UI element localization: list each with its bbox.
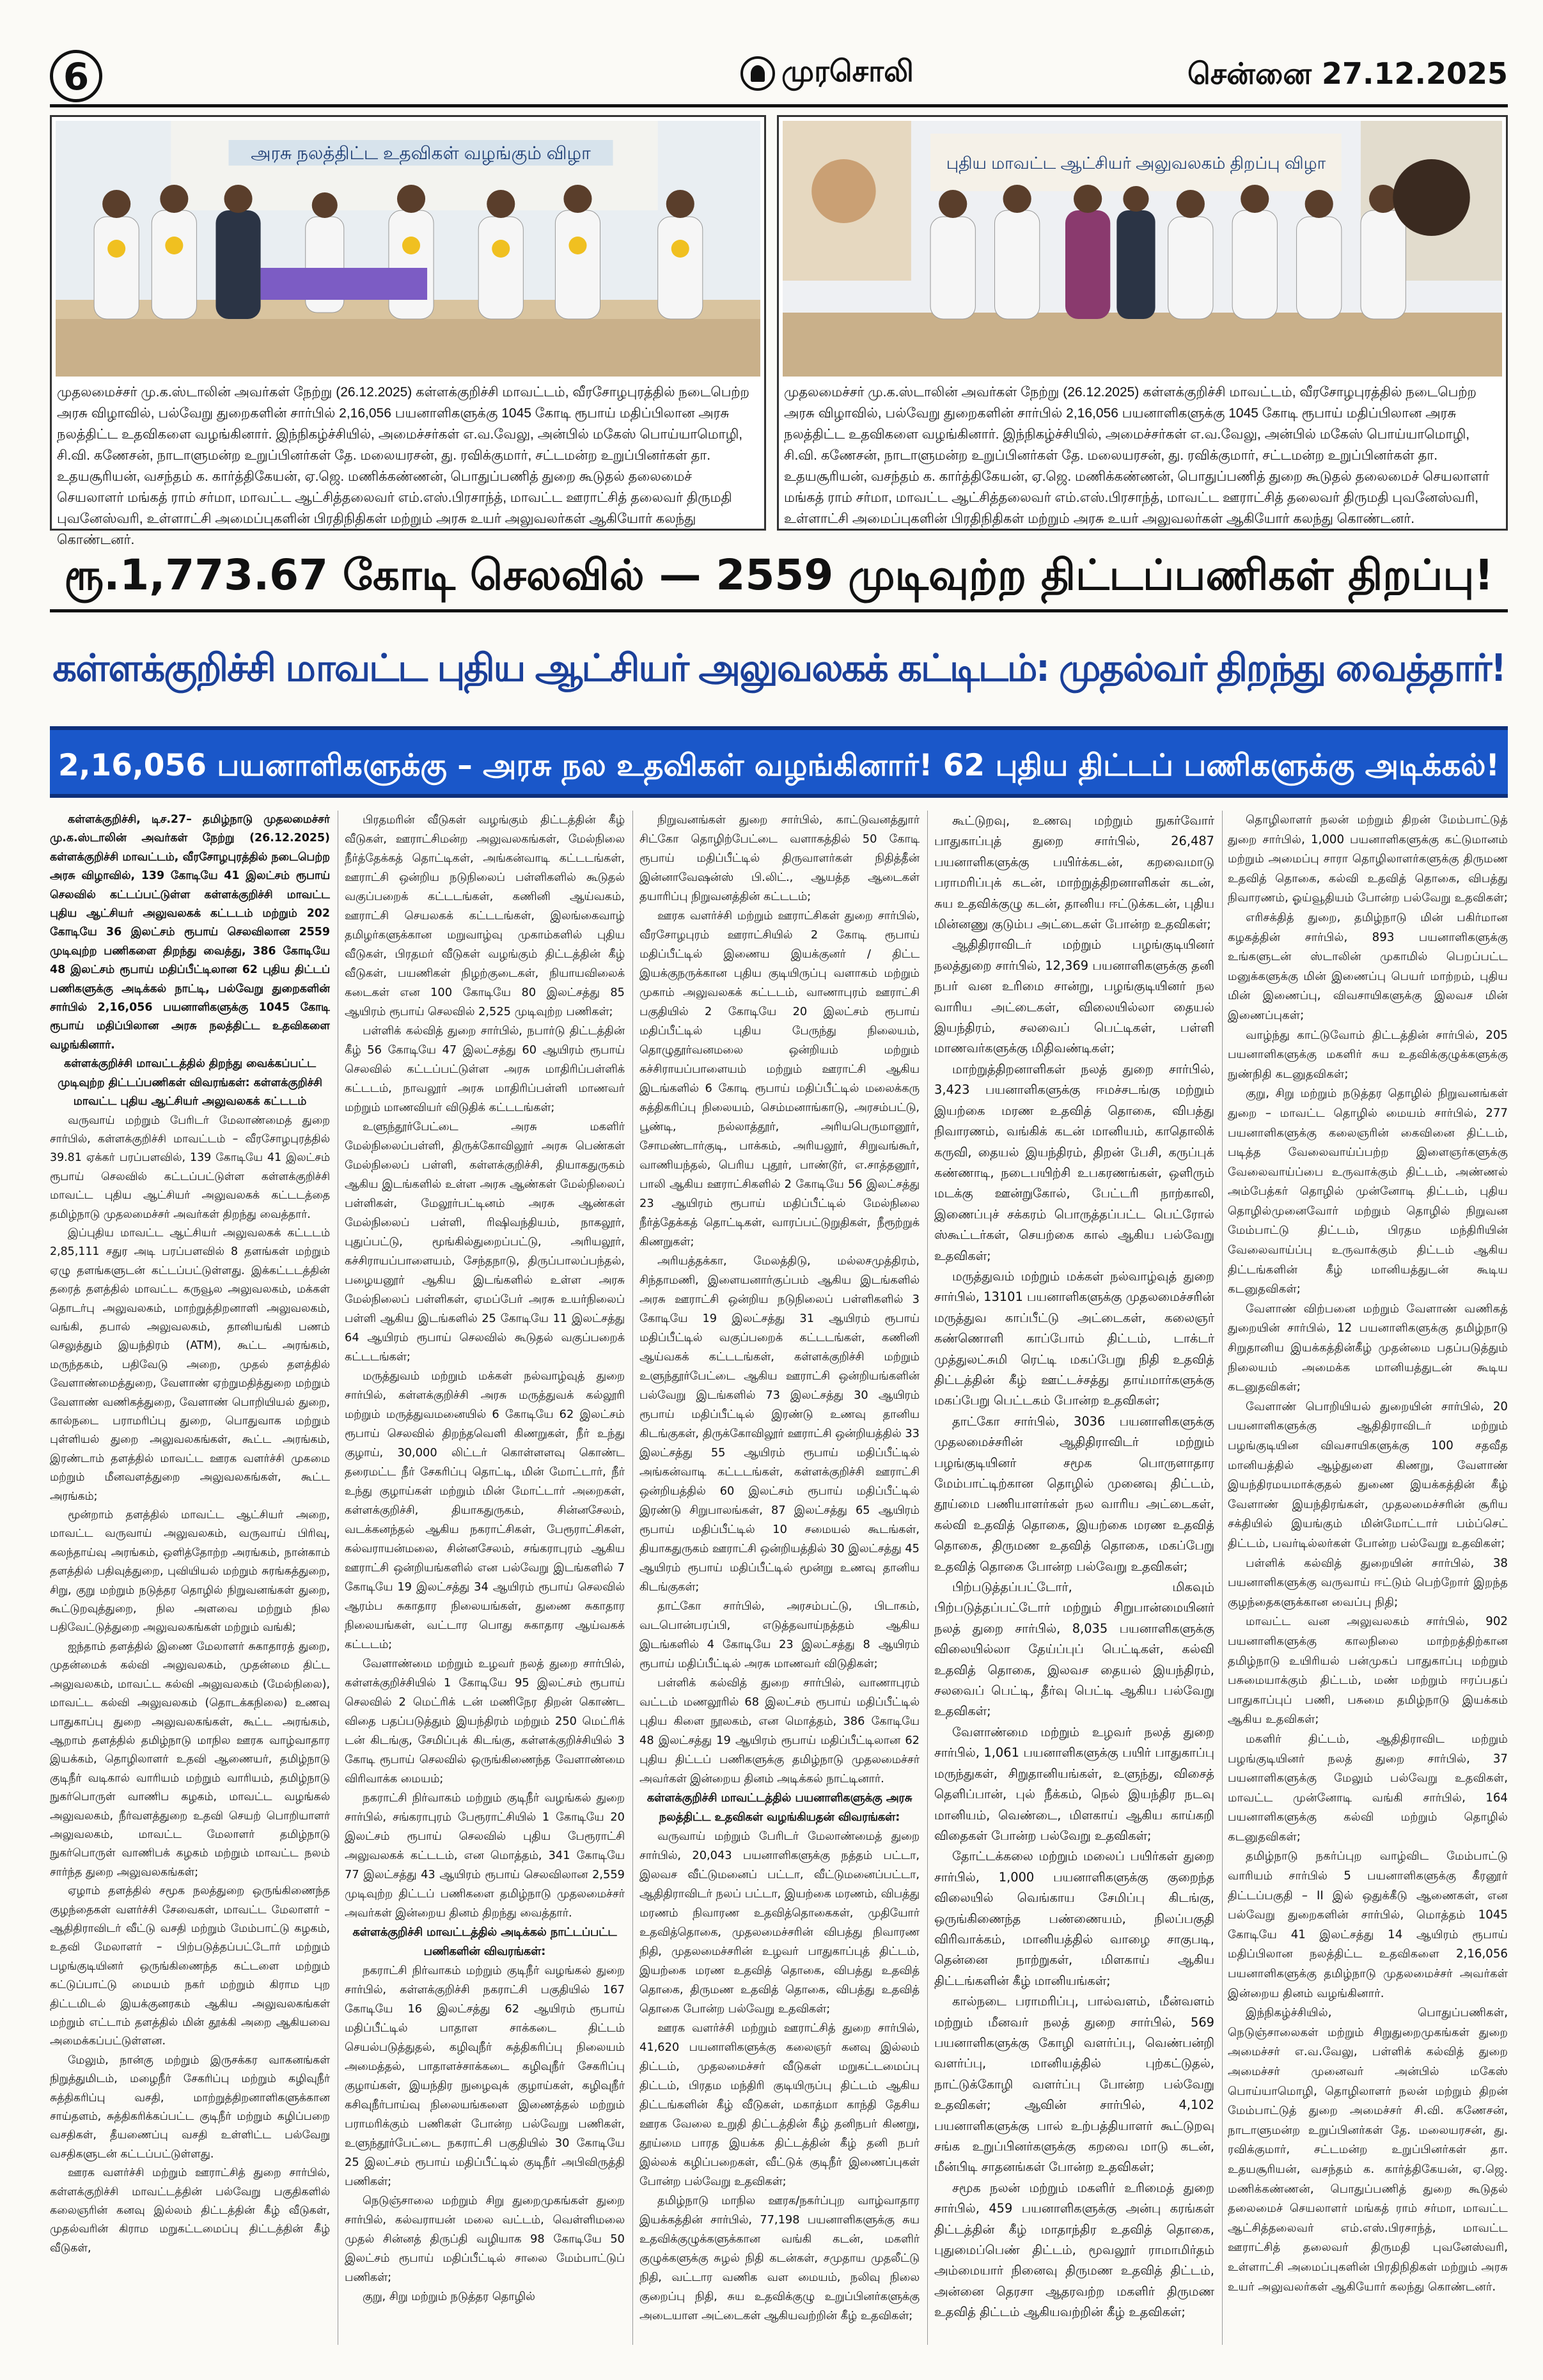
article-paragraph: பிற்படுத்தப்பட்டோர், மிகவும் பிற்படுத்தப்பட்டோர் மற்றும் சிறுபான்மையினர் நலத் துறை சார்பில், 8,035 பயனாளிகளுக்கு விலையில்லா தேய்ப்புப் பெட்டிகள், கல்வி உதவித் தொகை, இலவச தையல் இயந்திரம், சலவைப் பெட்டி, தீர்வு பெட்டி ஆகிய பல்வேறு உதவிகள்; [934, 1580, 1214, 1719]
article-paragraph: ஊரக வளர்ச்சி மற்றும் ஊராட்சித் துறை சார்பில், 41,620 பயனாளிகளுக்கு கலைஞர் கனவு இல்லம் திட்டம், முதலமைச்சர் வீடுகள் மறுகட்டமைப்பு திட்டம், பிரதம மந்திரி குடியிருப்பு திட்டம் ஆகிய திட்டங்களின் கீழ் வீடுகள், மகாத்மா காந்தி தேசிய ஊரக வேலை உறுதி திட்டத்தின் கீழ் தனிநபர் கிணறு, தூய்மை பாரத இயக்க திட்டத்தின் கீழ் தனி நபர் இல்லக் கழிப்பறைகள், வீட்டுக் குடிநீர் இணைப்புகள் போன்ற பல்வேறு உதவிகள்; [639, 2021, 920, 2188]
article-paragraph: நகராட்சி நிர்வாகம் மற்றும் குடிநீர் வழங்கல் துறை சார்பில், கள்ளக்குறிச்சி நகராட்சி பகுதியில் 167 கோடியே 16 இலட்சத்து 62 ஆயிரம் ரூபாய் மதிப்பீட்டில் பாதாள சாக்கடை திட்டம் செயல்படுத்துதல், கழிவுநீர் சுத்திகரிப்பு நிலையம் அமைத்தல், பாதாளச்சாக்கடை கழிவுநீர் சேகரிப்பு குழாய்கள், இயந்திர நுழைவுக் குழாய்கள், கழிவுநீர் கசிவுநீர்பாய்வு நிலையங்களை இணைத்தல் மற்றும் பராமரிக்கும் பணிகள் போன்ற பல்வேறு பணிகள், உளுந்தூர்பேட்டை நகராட்சி பகுதியில் 30 கோடியே 25 இலட்சம் ரூபாய் மதிப்பீட்டில் குடிநீர் அபிவிருத்தி பணிகள்; [345, 1964, 625, 2188]
article-paragraph: தாட்கோ சார்பில், அரசம்பட்டு, பிடாகம், வடபொன்பரப்பி, எடுத்தவாய்நத்தம் ஆகிய இடங்களில் 4 கோடியே 23 இலட்சத்து 8 ஆயிரம் ரூபாய் மதிப்பீட்டில் அரசு மாணவர் விடுதிகள்; [639, 1599, 920, 1670]
article-paragraph: நெடுஞ்சாலை மற்றும் சிறு துறைமுகங்கள் துறை சார்பில், கல்வராயன் மலை வட்டம், வெள்ளிமலை முதல் சின்னத் திருப்தி வழியாக 98 கோடியே 50 இலட்சம் ரூபாய் மதிப்பீட்டில் சாலை மேம்பாட்டுப் பணிகள்; [345, 2194, 625, 2284]
article-paragraph: நகராட்சி நிர்வாகம் மற்றும் குடிநீர் வழங்கல் துறை சார்பில், சங்கராபுரம் பேரூராட்சியில் 1 கோடியே 20 இலட்சம் ரூபாய் செலவில் புதிய பேரூராட்சி அலுவலகக் கட்டடம், என மொத்தம், 341 கோடியே 77 இலட்சத்து 43 ஆயிரம் ரூபாய் செலவிலான 2,559 முடிவுற்ற திட்டப் பணிகளை தமிழ்நாடு முதலமைச்சர் அவர்கள் இன்றைய தினம் திறந்து வைத்தார். [345, 1791, 625, 1920]
article-paragraph: கூட்டுறவு, உணவு மற்றும் நுகர்வோர் பாதுகாப்புத் துறை சார்பில், 26,487 பயனாளிகளுக்கு பயிர்க்கடன், கறவைமாடு பராமரிப்புக் கடன், மாற்றுத்திறனாளிகள் கடன், சுய உதவிக்குழு கடன், தானிய ஈட்டுக்கடன், புதிய மின்னணு குடும்ப அட்டைகள் போன்ற உதவிகள்; [934, 813, 1214, 932]
article-paragraph: அரியத்தக்கா, மேலத்திடு, மல்லசமுத்திரம், சிந்தாமணி, இளையனார்குப்பம் ஆகிய இடங்களில் அரசு ஊராட்சி ஒன்றிய நடுநிலைப் பள்ளிகளில் 3 கோடியே 19 இலட்சத்து 31 ஆயிரம் ரூபாய் மதிப்பீட்டில் வகுப்பறைக் கட்டடங்கள், கணினி ஆய்வகக் கட்டடங்கள், கள்ளக்குறிச்சி மற்றும் உளுந்தூர்பேட்டை ஆகிய ஊராட்சி ஒன்றியங்களின் பல்வேறு இடங்களில் 73 இலட்சத்து 30 ஆயிரம் ரூபாய் மதிப்பீட்டில் இரண்டு உணவு தானிய கிடங்குகள், திருக்கோவிலூர் ஊராட்சி ஒன்றியத்தில் 33 இலட்சத்து 55 ஆயிரம் ரூபாய் மதிப்பீட்டில் அங்கன்வாடி கட்டடங்கள், கள்ளக்குறிச்சி ஊராட்சி ஒன்றியத்தில் 60 இலட்சம் ரூபாய் மதிப்பீட்டில் இரண்டு சிறுபாலங்கள், 87 இலட்சத்து 65 ஆயிரம் ரூபாய் மதிப்பீட்டில் 10 சமையல் கூடங்கள், தியாகதுருகம் ஊராட்சி ஒன்றியத்தில் 30 இலட்சத்து 45 ஆயிரம் ரூபாய் மதிப்பீட்டில் மூன்று உணவு தானிய கிடங்குகள்; [639, 1254, 920, 1594]
article-paragraph: கால்நடை பராமரிப்பு, பால்வளம், மீன்வளம் மற்றும் மீனவர் நலத் துறை சார்பில், 569 பயனாளிகளுக்கு கோழி வளர்ப்பு, வெண்பன்றி வளர்ப்பு, மானியத்தில் புற்கட்டுதல், நாட்டுக்கோழி வளர்ப்பு போன்ற பல்வேறு உதவிகள்; ஆவின் சார்பில், 4,102 பயனாளிகளுக்கு பால் உற்பத்தியாளர் கூட்டுறவு சங்க உறுப்பினர்களுக்கு கறவை மாடு கடன், மீன்பிடி சாதனங்கள் போன்ற உதவிகள்; [934, 1994, 1214, 2175]
newspaper-name-text: முரசொலி [781, 54, 914, 88]
article-paragraph: தாட்கோ சார்பில், 3036 பயனாளிகளுக்கு முதலமைச்சரின் ஆதிதிராவிடர் மற்றும் பழங்குடியினர் சமூக பொருளாதார மேம்பாட்டிற்கான தொழில் முனைவு திட்டம், தூய்மை பணியாளர்கள் நல வாரிய அட்டைகள், கல்வி உதவித் தொகை, இயற்கை மரண உதவித் தொகை, திருமண உதவித் தொகை, மகப்பேறு உதவித் தொகை போன்ற பல்வேறு உதவிகள்; [934, 1413, 1214, 1574]
article-subheading: கள்ளக்குறிச்சி மாவட்டத்தில் அடிக்கல் நாட்டப்பட்ட பணிகளின் விவரங்கள்: [352, 1925, 617, 1958]
left-photo-caption: முதலமைச்சர் மு.க.ஸ்டாலின் அவர்கள் நேற்று (26.12.2025) கள்ளக்குறிச்சி மாவட்டம், வீரசோழபுரத்தில் நடைபெற்ற அரசு விழாவில், பல்வேறு துறைகளின் சார்பில் 2,16,056 பயனாளிகளுக்கு 1045 கோடி ரூபாய் மதிப்பிலான அரசு நலத்திட்ட உதவிகளை வழங்கினார். இந்நிகழ்ச்சியில், அமைச்சர்கள் எ.வ.வேலு, அன்பில் மகேஸ் பொய்யாமொழி, சி.வி. கணேசன், நாடாளுமன்ற உறுப்பினர்கள் தே. மலையரசன், து. ரவிக்குமார், சட்டமன்ற உறுப்பினர்கள் தா. உதயசூரியன், வசந்தம் க. கார்த்திகேயன், ஏ.ஜெ. மணிக்கண்ணன், பொதுப்பணித் துறை கூடுதல் தலைமைச் செயலாளர் மங்கத் ராம் சர்மா, மாவட்ட ஆட்சித்தலைவர் எம்.எஸ்.பிரசாந்த், மாவட்ட ஊராட்சித் தலைவர் திருமதி புவனேஸ்வரி, உள்ளாட்சி அமைப்புகளின் பிரதிநிதிகள் மற்றும் அரசு உயர் அலுவலர்கள் ஆகியோர் கலந்து கொண்டனர். [57, 385, 749, 547]
article-column-2 [345, 811, 625, 2345]
article-paragraph: ஊரக வளர்ச்சி மற்றும் ஊராட்சித் துறை சார்பில், கள்ளக்குறிச்சி மாவட்டத்தின் பல்வேறு பகுதிகளில் கலைஞரின் கனவு இல்லம் திட்டத்தின் கீழ் வீடுகள், முதல்வரின் கிராம மறுகட்டமைப்பு திட்டத்தின் கீழ் வீடுகள், [50, 2166, 330, 2255]
article-paragraph: தமிழ்நாடு மாநில ஊரக/நகர்ப்புற வாழ்வாதார இயக்கத்தின் சார்பில், 77,198 பயனாளிகளுக்கு சுய உதவிக்குழுக்களுக்கான வங்கி கடன், மகளிர் குழுக்களுக்கு சுழல் நிதி கடன்கள், சமுதாய முதலீட்டு நிதி, வட்டார வணிக வள மையம், நலிவு நிலை குறைப்பு நிதி, சுய உதவிக்குழு உறுப்பினர்களுக்கு அடையாள அட்டைகள் ஆகியவற்றின் கீழ் உதவிகள்; [639, 2194, 920, 2322]
article-paragraph: இந்நிகழ்ச்சியில், பொதுப்பணிகள், நெடுஞ்சாலைகள் மற்றும் சிறுதுறைமுகங்கள் துறை அமைச்சர் எ.வ.வேலு, பள்ளிக் கல்வித் துறை அமைச்சர் முனைவர் அன்பில் மகேஸ் பொய்யாமொழி, தொழிலாளர் நலன் மற்றும் திறன் மேம்பாட்டுத் துறை அமைச்சர் சி.வி. கணேசன், நாடாளுமன்ற உறுப்பினர்கள் தே. மலையரசன், து. ரவிக்குமார், சட்டமன்ற உறுப்பினர்கள் தா. உதயசூரியன், வசந்தம் க. கார்த்திகேயன், ஏ.ஜெ. மணிக்கண்ணன், பொதுப்பணித் துறை கூடுதல் தலைமைச் செயலாளர் மங்கத் ராம் சர்மா, மாவட்ட ஆட்சித்தலைவர் எம்.எஸ்.பிரசாந்த், மாவட்ட ஊராட்சித் தலைவர் திருமதி புவனேஸ்வரி, உள்ளாட்சி அமைப்புகளின் பிரதிநிதிகள் மற்றும் அரசு உயர் அலுவலர்கள் ஆகியோர் கலந்து கொண்டனர். [1228, 2006, 1508, 2294]
top-headline: ரூ.1,773.67 கோடி செலவில் — 2559 முடிவுற்ற திட்டப்பணிகள் திறப்பு! [50, 542, 1508, 612]
article-paragraph: பள்ளிக் கல்வித் துறை சார்பில், நபார்டு திட்டத்தின் கீழ் 56 கோடியே 47 இலட்சத்து 60 ஆயிரம் ரூபாய் செலவில் கட்டப்பட்டுள்ள அரசு மாதிரிப்பள்ளிக் கட்டடம், நாவலூர் அரசு மாதிரிப்பள்ளி மாணவர் மற்றும் மாணவியர் விடுதிக் கட்டடங்கள்; [345, 1024, 625, 1114]
article-paragraph: இப்புதிய மாவட்ட ஆட்சியர் அலுவலகக் கட்டடம் 2,85,111 சதுர அடி பரப்பளவில் 8 தளங்கள் மற்றும் ஏழு தளங்களுடன் கட்டப்பட்டுள்ளது. இக்கட்டடத்தின் தரைத் தளத்தில் மாவட்ட கருவூல அலுவலகம், மக்கள் தொடர்பு அலுவலகம், மாற்றுத்திறனாளி அலுவலகம், வங்கி, தபால் அலுவலகம், தானியங்கி பணம் செலுத்தும் இயந்திரம் (ATM), கூட்ட அரங்கம், மருந்தகம், பதிவேடு அறை, முதல் தளத்தில் வேளாண்மைத்துறை, வேளாண் ஏற்றுமதித்துறை மற்றும் வேளாண் வணிகத்துறை, வேளாண் பொறியியல் துறை, கால்நடை பராமரிப்பு துறை, பொதுவாக மற்றும் புள்ளியல் துறை அலுவலகங்கள், கூட்ட அரங்கம், இரண்டாம் தளத்தில் மாவட்ட ஊரக வளர்ச்சி முகமை மற்றும் மீனவளத்துறை அலுவலகங்கள், கூட்ட அரங்கம்; [50, 1226, 330, 1503]
article-paragraph: வேளாண்மை மற்றும் உழவர் நலத் துறை சார்பில், 1,061 பயனாளிகளுக்கு பயிர் பாதுகாப்பு மருந்துகள், சிறுதானியங்கள், உளுந்து, விசைத் தெளிப்பான், புல் நீக்கம், நெல் இயந்திர நடவு மானியம், வெண்டை, மிளகாய் ஆகிய காய்கறி விதைகள் போன்ற பல்வேறு உதவிகள்; [934, 1724, 1214, 1843]
right-photo-caption: முதலமைச்சர் மு.க.ஸ்டாலின் அவர்கள் நேற்று (26.12.2025) கள்ளக்குறிச்சி மாவட்டம், வீரசோழபுரத்தில் நடைபெற்ற அரசு விழாவில், பல்வேறு துறைகளின் சார்பில் 2,16,056 பயனாளிகளுக்கு 1045 கோடி ரூபாய் மதிப்பிலான அரசு நலத்திட்ட உதவிகளை வழங்கினார். இந்நிகழ்ச்சியில், அமைச்சர்கள் எ.வ.வேலு, அன்பில் மகேஸ் பொய்யாமொழி, சி.வி. கணேசன், நாடாளுமன்ற உறுப்பினர்கள் தே. மலையரசன், து. ரவிக்குமார், சட்டமன்ற உறுப்பினர்கள் தா. உதயசூரியன், வசந்தம் க. கார்த்திகேயன், ஏ.ஜெ. மணிக்கண்ணன், பொதுப்பணித் துறை கூடுதல் தலைமைச் செயலாளர் மங்கத் ராம் சர்மா, மாவட்ட ஆட்சித்தலைவர் எம்.எஸ்.பிரசாந்த், மாவட்ட ஊராட்சித் தலைவர் திருமதி புவனேஸ்வரி, உள்ளாட்சி அமைப்புகளின் பிரதிநிதிகள் மற்றும் அரசு உயர் அலுவலர்கள் ஆகியோர் கலந்து கொண்டனர். [784, 385, 1490, 526]
right-stage-banner-text: புதிய மாவட்ட ஆட்சியர் அலுவலகம் திறப்பு விழா [946, 153, 1326, 173]
article-paragraph: ஆதிதிராவிடர் மற்றும் பழங்குடியினர் நலத்துறை சார்பில், 12,369 பயனாளிகளுக்கு தனி நபர் வன உரிமை சான்று, பழங்குடியினர் நல வாரிய அட்டைகள், விலையில்லா தையல் இயந்திரம், சலவைப் பெட்டிகள், பள்ளி மாணவர்களுக்கு மிதிவண்டிகள்; [934, 937, 1214, 1056]
article-paragraph: கள்ளக்குறிச்சி, டிச.27– தமிழ்நாடு முதலமைச்சர் மு.க.ஸ்டாலின் அவர்கள் நேற்று (26.12.2025) கள்ளக்குறிச்சி மாவட்டம், வீரசோழபுரத்தில் நடைபெற்ற அரசு விழாவில், 139 கோடியே 41 இலட்சம் ரூபாய் செலவில் கட்டப்பட்டுள்ள கள்ளக்குறிச்சி மாவட்ட புதிய ஆட்சியர் அலுவலகக் கட்டடம் மற்றும் 202 கோடியே 36 இலட்சம் ரூபாய் செலவிலான 2559 முடிவுற்ற பணிகளை திறந்து வைத்து, 386 கோடியே 48 இலட்சம் ரூபாய் மதிப்பீட்டிலான 62 புதிய திட்டப் பணிகளுக்கு அடிக்கல் நாட்டி, பல்வேறு துறைகளின் சார்பில் 2,16,056 பயனாளிகளுக்கு 1045 கோடி ரூபாய் மதிப்பிலான அரசு நலத்திட்ட உதவிகளை வழங்கினார். [50, 813, 330, 1052]
article-paragraph: ஐந்தாம் தளத்தில் இணை மேலாளர் சுகாதாரத் துறை, முதன்மைக் கல்வி அலுவலகம், முதன்மை திட்ட அலுவலகம், மாவட்ட கல்வி அலுவலகம் (மேல்நிலை), மாவட்ட கல்வி அலுவலகம் (தொடக்கநிலை) உணவு பாதுகாப்பு துறை அலுவலகங்கள், கூட்ட அரங்கம், ஆறாம் தளத்தில் தமிழ்நாடு மாநில ஊரக வாழ்வாதார இயக்கம், தொழிலாளர் உதவி ஆணையர், தமிழ்நாடு குடிநீர் வடிகால் வாரியம் மற்றும் வாரியம், தமிழ்நாடு நுகர்பொருள் வாணிப கழகம், மாவட்ட வழங்கல் அலுவலகம், நீர்வளத்துறை உதவி செயற் பொறியாளர் அலுவலகம், மாவட்ட மேலாளர் தமிழ்நாடு நுகர்பொருள் வாணிபக் கழகம் மற்றும் மாவட்ட நலம் சார்ந்த துறை அலுவலகங்கள்; [50, 1640, 330, 1879]
subheadline-banner: 2,16,056 பயனாளிகளுக்கு – அரசு நல உதவிகள் வழங்கினார்! 62 புதிய திட்டப் பணிகளுக்கு அடிக்கல்! [50, 726, 1508, 798]
page-number: 6 [50, 50, 102, 102]
article-paragraph: வேளாண் பொறியியல் துறையின் சார்பில், 20 பயனாளிகளுக்கு ஆதிதிராவிடர் மற்றும் பழங்குடியின விவசாயிகளுக்கு 100 சதவீத மானியத்தில் ஆழ்துளை கிணறு, வேளாண் இயந்திரமயமாக்குதல் துணை இயக்கத்தின் கீழ் வேளாண் இயந்திரங்கள், முதலமைச்சரின் சூரிய சக்தியில் இயங்கும் மின்மோட்டார் பம்ப்செட் திட்டம், பவர்டில்லர்கள் போன்ற பல்வேறு உதவிகள்; [1228, 1399, 1508, 1550]
article-paragraph: மருத்துவம் மற்றும் மக்கள் நல்வாழ்வுத் துறை சார்பில், 13101 பயனாளிகளுக்கு முதலமைச்சரின் மருத்துவ காப்பீட்டு அட்டைகள், கலைஞர் கண்ணொளி காப்போம் திட்டம், டாக்டர் முத்துலட்சுமி ரெட்டி மகப்பேறு நிதி உதவித் திட்டத்தின் கீழ் ஊட்டச்சத்து தாய்மார்களுக்கு மகப்பேறு பெட்டகம் போன்ற உதவிகள்; [934, 1268, 1214, 1408]
article-column-1 [50, 811, 330, 2345]
newspaper-name [740, 54, 914, 93]
article-paragraph: பள்ளிக் கல்வித் துறை சார்பில், வாணாபுரம் வட்டம் மணலூரில் 68 இலட்சம் ரூபாய் மதிப்பீட்டில் புதிய கிளை நூலகம், என மொத்தம், 386 கோடியே 48 இலட்சத்து 19 ஆயிரம் ரூபாய் மதிப்பீட்டிலான 62 புதிய திட்டப் பணிகளுக்கு தமிழ்நாடு முதலமைச்சர் அவர்கள் இன்றைய தினம் அடிக்கல் நாட்டினார். [639, 1676, 920, 1785]
article-paragraph: சமூக நலன் மற்றும் மகளிர் உரிமைத் துறை சார்பில், 459 பயனாளிகளுக்கு அன்பு கரங்கள் திட்டத்தின் கீழ் மாதாந்திர உதவித் தொகை, புதுமைப்பெண் திட்டம், மூவலூர் ராமாமிர்தம் அம்மையார் நினைவு திருமண உதவித் திட்டம், அன்னை தெரசா ஆதரவற்ற மகளிர் திருமண உதவித் திட்டம் ஆகியவற்றின் கீழ் உதவிகள்; [934, 2180, 1214, 2320]
article-column-3 [639, 811, 920, 2345]
article-column-5 [1228, 811, 1508, 2345]
left-photo-block [50, 115, 766, 547]
article-paragraph: மாற்றுத்திறனாளிகள் நலத் துறை சார்பில், 3,423 பயனாளிகளுக்கு ஈமச்சடங்கு மற்றும் இயற்கை மரண உதவித் தொகை, விபத்து நிவாரணம், வங்கிக் கடன் மானியம், காதொலிக் கருவி, தையல் இயந்திரம், திறன் பேசி, கருப்புக் கண்ணாடி, நடைபயிற்சி உபகரணங்கள், ஒளிரும் மடக்கு ஊன்றுகோல், பேட்டரி நாற்காலி, இணைப்புச் சக்கரம் பொருத்தப்பட்ட பெட்ரோல் ஸ்கூட்டர்கள், செயற்கை கால் ஆகிய பல்வேறு உதவிகள்; [934, 1061, 1214, 1263]
article-paragraph: வேளாண்மை மற்றும் உழவர் நலத் துறை சார்பில், கள்ளக்குறிச்சியில் 1 கோடியே 95 இலட்சம் ரூபாய் செலவில் 2 மெட்ரிக் டன் மணிநேர திறன் கொண்ட விதை பதப்படுத்தும் இயந்திரம் மற்றும் 250 மெட்ரிக் டன் கிடங்கு, சேமிப்புக் கிடங்கு, கள்ளக்குறிச்சியில் 3 கோடி ரூபாய் செலவில் ஒருங்கிணைந்த வேளாண்மை விரிவாக்க மையம்; [345, 1657, 625, 1785]
article-column-4 [934, 811, 1214, 2345]
left-stage-banner-text: அரசு நலத்திட்ட உதவிகள் வழங்கும் விழா [251, 143, 591, 163]
article-paragraph: உளுந்தூர்பேட்டை அரசு மகளிர் மேல்நிலைப்பள்ளி, திருக்கோவிலூர் அரசு பெண்கள் மேல்நிலைப் பள்ளி, கள்ளக்குறிச்சி, தியாகதுருகம் ஆகிய இடங்களில் உள்ள அரசு ஆண்கள் மேல்நிலைப் பள்ளிகள், மேலூர்பட்டினம் அரசு ஆண்கள் மேல்நிலைப் பள்ளி, ரிஷிவந்தியம், நாகலூர், புதுப்பட்டு, மூங்கில்துறைப்பட்டு, அரியலூர், கச்சிராயப்பாளையம், சேந்தநாடு, திருப்பாலப்பந்தல், பழையனூர் ஆகிய இடங்களில் உள்ள அரசு மேல்நிலைப் பள்ளிகள், ஏமப்பேர் அரசு உயர்நிலைப் பள்ளி ஆகிய இடங்களில் 25 கோடியே 11 இலட்சத்து 64 ஆயிரம் ரூபாய் செலவில் கூடுதல் வகுப்பறைக் கட்டடங்கள்; [345, 1120, 625, 1364]
article-paragraph: தமிழ்நாடு நகர்ப்புற வாழ்விட மேம்பாட்டு வாரியம் சார்பில் 5 பயனாளிகளுக்கு கீரனூர் திட்டப்பகுதி – II இல் ஒதுக்கீடு ஆணைகள், என பல்வேறு துறைகளின் சார்பில், மொத்தம் 1045 கோடியே 41 இலட்சத்து 14 ஆயிரம் ரூபாய் மதிப்பிலான நலத்திட்ட உதவிகளை 2,16,056 பயனாளிகளுக்கு தமிழ்நாடு முதலமைச்சர் அவர்கள் இன்றைய தினம் வழங்கினார். [1228, 1849, 1508, 2000]
article-paragraph: தொழிலாளர் நலன் மற்றும் திறன் மேம்பாட்டுத் துறை சார்பில், 1,000 பயனாளிகளுக்கு கட்டுமானம் மற்றும் அமைப்பு சாரா தொழிலாளர்களுக்கு திருமண உதவித் தொகை, கல்வி உதவித் தொகை, விபத்து நிவாரணம், ஓய்வூதியம் போன்ற பல்வேறு உதவிகள்; [1228, 813, 1508, 905]
column-divider [927, 811, 928, 2345]
article-paragraph: மாவட்ட வன அலுவலகம் சார்பில், 902 பயனாளிகளுக்கு காலநிலை மாற்றத்திற்கான தமிழ்நாடு உயிரியல் பன்முகப் பாதுகாப்பு மற்றும் பசுமையாக்கும் திட்டம், மண் மற்றும் ஈரப்பதப் பாதுகாப்புப் பணி, பசுமை தமிழ்நாடு இயக்கம் ஆகிய உதவிகள்; [1228, 1615, 1508, 1727]
left-event-photo [56, 121, 760, 377]
article-paragraph: மேலும், நான்கு மற்றும் இருசக்கர வாகனங்கள் நிறுத்துமிடம், மழைநீர் சேகரிப்பு மற்றும் கழிவுநீர் சுத்திகரிப்பு வசதி, மாற்றுத்திறனாளிகளுக்கான சாய்தளம், சுத்திகரிக்கப்பட்ட குடிநீர் மற்றும் கழிப்பறை வசதிகள், தீயணைப்பு வசதி உள்ளிட்ட பல்வேறு வசதிகளுடன் கட்டப்பட்டுள்ளது. [50, 2053, 330, 2161]
main-headline: கள்ளக்குறிச்சி மாவட்ட புதிய ஆட்சியர் அலுவலகக் கட்டிடம்: முதல்வர் திறந்து வைத்தார்! [52, 646, 1505, 690]
masthead [50, 50, 1508, 107]
dateline: சென்னை 27.12.2025 [1187, 56, 1508, 91]
article-paragraph: எரிசக்தித் துறை, தமிழ்நாடு மின் பகிர்மான கழகத்தின் சார்பில், 893 பயனாளிகளுக்கு உங்களுடன் ஸ்டாலின் முகாமில் பெறப்பட்ட மனுக்களுக்கு மின் இணைப்பு பெயர் மாற்றம், புதிய மின் இணைப்பு, விவசாயிகளுக்கு இலவச மின் இணைப்புகள்; [1228, 910, 1508, 1022]
article-body [50, 811, 1508, 2345]
right-event-photo-graphic [783, 121, 1502, 377]
right-event-photo [783, 121, 1502, 377]
article-paragraph: பள்ளிக் கல்வித் துறையின் சார்பில், 38 பயனாளிகளுக்கு வருவாய் ஈட்டும் பெற்றோர் இறந்த குழந்தைகளுக்கான வைப்பு நிதி; [1228, 1556, 1508, 1609]
article-paragraph: நிறுவனங்கள் துறை சார்பில், காட்டுவனத்துார் சிட்கோ தொழிற்பேட்டை வளாகத்தில் 50 கோடி ரூபாய் மதிப்பீட்டில் திருவாளர்கள் நிதித்தீன் இன்னாவேஷன்ஸ் பி.லிட்., ஆயத்த ஆடைகள் தயாரிப்பு நிறுவனத்தின் கட்டடம்; [639, 813, 920, 903]
article-paragraph: ஊரக வளர்ச்சி மற்றும் ஊராட்சிகள் துறை சார்பில், வீரசோழபுரம் ஊராட்சியில் 2 கோடி ரூபாய் மதிப்பீட்டில் இணைய இயக்குனர் / திட்ட இயக்குநருக்கான புதிய குடியிருப்பு வளாகம் மற்றும் முகாம் அலுவலகக் கட்டடம், வாணாபுரம் ஊராட்சி பகுதியில் 2 கோடியே 20 இலட்சம் ரூபாய் மதிப்பீட்டில் புதிய பேருந்து நிலையம், தொழுதூர்வனமலை ஒன்றியம் மற்றும் கச்சிராயப்பாளையம் மற்றும் ஊராட்சி ஆகிய இடங்களில் 6 கோடி ரூபாய் மதிப்பீட்டில் மலைக்கரு சுத்திகரிப்பு நிலையம், செம்மனாங்காடு, அரசம்பட்டு, பூண்டி, நல்லாத்தூர், அரியபெருமானூர், சோமண்டார்குடி, பாக்கம், அரியலூர், சிறுவங்கூர், வாணியந்தல், பெரிய புதூர், பாண்டூர், எ.சாத்தனூர், பாலி ஆகிய ஊராட்சிகளில் 2 கோடியே 56 இலட்சத்து 23 ஆயிரம் ரூபாய் மதிப்பீட்டில் மேல்நிலை நீர்த்தேக்கத் தொட்டிகள், வாரப்பட்டுறுதிகள், நீரூற்றுக் கிணறுகள்; [639, 909, 920, 1248]
article-paragraph: பிரதமரின் வீடுகள் வழங்கும் திட்டத்தின் கீழ் வீடுகள், ஊராட்சிமன்ற அலுவலகங்கள், மேல்நிலை நீர்த்தேக்கத் தொட்டிகள், அங்கன்வாடி கட்டடங்கள், ஊராட்சி ஒன்றிய நடுநிலைப் பள்ளிகளில் கூடுதல் வகுப்பறைக் கட்டடங்கள், கணினி ஆய்வகம், ஊராட்சி செயலகக் கட்டடங்கள், இலங்கைவாழ் தமிழர்களுக்கான மறுவாழ்வு முகாம்களில் புதிய வீடுகள், பிரதமர் வீடுகள் வழங்கும் திட்டத்தின் கீழ் வீடுகள், பயணிகள் நிழற்குடைகள், நியாயவிலைக் கடைகள் என 100 கோடியே 80 இலட்சத்து 85 ஆயிரம் ரூபாய் செலவில் 2,525 முடிவுற்ற பணிகள்; [345, 813, 625, 1018]
article-subheading: கள்ளக்குறிச்சி மாவட்டத்தில் பயனாளிகளுக்கு அரசு நலத்திட்ட உதவிகள் வழங்கியதன் விவரங்கள்: [646, 1791, 912, 1824]
article-paragraph: மகளிர் திட்டம், ஆதிதிராவிட மற்றும் பழங்குடியினர் நலத் துறை சார்பில், 37 பயனாளிகளுக்கு மேலும் பல்வேறு உதவிகள், மாவட்ட முன்னோடி வங்கி சார்பில், 164 பயனாளிகளுக்கு கல்வி மற்றும் தொழில் கடனுதவிகள்; [1228, 1732, 1508, 1844]
left-event-photo-graphic [56, 121, 760, 377]
newspaper-logo-icon [740, 56, 775, 91]
article-paragraph: குறு, சிறு மற்றும் நடுத்தர தொழில் நிறுவனங்கள் துறை – மாவட்ட தொழில் மையம் சார்பில், 277 பயனாளிகளுக்கு கலைஞரின் கைவினை திட்டம், படித்த வேலைவாய்ப்பற்ற இளைஞர்களுக்கு வேலைவாய்ப்பை உருவாக்கும் திட்டம், அண்ணல் அம்பேத்கர் தொழில் முன்னோடி திட்டம், புதிய தொழில்முனைவோர் மற்றும் தொழில் நிறுவன மேம்பாட்டு திட்டம், பிரதம மந்திரியின் வேலைவாய்ப்பு உருவாக்கும் திட்டம் ஆகிய திட்டங்களின் கீழ் மானியத்துடன் கூடிய கடனுதவிகள்; [1228, 1087, 1508, 1296]
article-paragraph: வருவாய் மற்றும் பேரிடர் மேலாண்மைத் துறை சார்பில், கள்ளக்குறிச்சி மாவட்டம் – வீரசோழபுரத்தில் 39.81 ஏக்கர் பரப்பளவில், 139 கோடியே 41 இலட்சம் ரூபாய் செலவில் கட்டப்பட்டுள்ள கள்ளக்குறிச்சி மாவட்ட புதிய ஆட்சியர் அலுவலகக் கட்டடத்தை தமிழ்நாடு முதலமைச்சர் அவர்கள் திறந்து வைத்தார். [50, 1114, 330, 1221]
column-divider [1222, 811, 1223, 2345]
article-subheading: கள்ளக்குறிச்சி மாவட்டத்தில் திறந்து வைக்கப்பட்ட முடிவுற்ற திட்டப்பணிகள் விவரங்கள்: கள்ளக்குறிச்சி மாவட்ட புதிய ஆட்சியர் அலுவலகக் கட்டடம் [58, 1057, 322, 1108]
article-paragraph: வருவாய் மற்றும் பேரிடர் மேலாண்மைத் துறை சார்பில், 20,043 பயனாளிகளுக்கு நத்தம் பட்டா, இலவச வீட்டுமனைப் பட்டா, வீட்டுமனைப்பட்டா, ஆதிதிராவிடர் நலப் பட்டா, இயற்கை மரணம், விபத்து மரணம் நிவாரண உதவித்தொகைகள், முதியோர் உதவித்தொகை, முதலமைச்சரின் விபத்து நிவாரண நிதி, முதலமைச்சரின் உழவர் பாதுகாப்புத் திட்டம், இயற்கை மரண உதவித் தொகை, விபத்து உதவித் தொகை, திருமண உதவித் தொகை, விபத்து உதவித் தொகை போன்ற பல்வேறு உதவிகள்; [639, 1830, 920, 2016]
article-paragraph: தோட்டக்கலை மற்றும் மலைப் பயிர்கள் துறை சார்பில், 1,000 பயனாளிகளுக்கு குறைந்த விலையில் வெங்காய சேமிப்பு கிடங்கு, ஒருங்கிணைந்த பண்ணையம், நிலப்பகுதி விரிவாக்கம், மானியத்தில் வாழை சாகுபடி, தென்னை நாற்றுகள், மிளகாய் ஆகிய திட்டங்களின் கீழ் மானியங்கள்; [934, 1849, 1214, 1988]
article-paragraph: வேளாண் விற்பனை மற்றும் வேளாண் வணிகத் துறையின் சார்பில், 12 பயனாளிகளுக்கு தமிழ்நாடு சிறுதானிய இயக்கத்தின்கீழ் முதன்மை பதப்படுத்தும் நிலையம் அமைக்க மானியத்துடன் கூடிய கடனுதவிகள்; [1228, 1302, 1508, 1394]
article-paragraph: மருத்துவம் மற்றும் மக்கள் நல்வாழ்வுத் துறை சார்பில், கள்ளக்குறிச்சி அரசு மருத்துவக் கல்லூரி மற்றும் மருத்துவமனையில் 6 கோடியே 62 இலட்சம் ரூபாய் செலவில் திறந்தவெளி கிணறுகள், நீர் உந்து குழாய், 30,000 லிட்டர் கொள்ளளவு கொண்ட தரைமட்ட நீர் சேகரிப்பு தொட்டி, மின் மோட்டார், நீர் உந்து குழாய்கள் மற்றும் மின் மோட்டார் அறைகள், கள்ளக்குறிச்சி, தியாகதுருகம், சின்னசேலம், வடக்கனந்தல் ஆகிய நகராட்சிகள், பேரூராட்சிகள், கல்வராயன்மலை, சின்னசேலம், சங்கராபுரம் ஆகிய ஊராட்சி ஒன்றியங்களில் என பல்வேறு இடங்களில் 7 கோடியே 19 இலட்சத்து 34 ஆயிரம் ரூபாய் செலவில் ஆரம்ப சுகாதார நிலையங்கள், துணை சுகாதார நிலையங்கள், வட்டார பொது சுகாதார ஆய்வகக் கட்டடம்; [345, 1369, 625, 1651]
article-paragraph: குறு, சிறு மற்றும் நடுத்தர தொழில் [363, 2290, 535, 2303]
article-paragraph: வாழ்ந்து காட்டுவோம் திட்டத்தின் சார்பில், 205 பயனாளிகளுக்கு மகளிர் சுய உதவிக்குழுக்களுக்கு நுண்நிதி கடனுதவிகள்; [1228, 1028, 1508, 1081]
article-paragraph: ஏழாம் தளத்தில் சமூக நலத்துறை ஒருங்கிணைந்த குழந்தைகள் வளர்ச்சி சேவைகள், மாவட்ட மேலாளர் – ஆதிதிராவிடர் வீட்டு வசதி மற்றும் மேம்பாட்டு கழகம், உதவி மேலாளர் – பிற்படுத்தப்பட்டோர் மற்றும் பழங்குடியினர் ஒருங்கிணைந்த கட்டளை மற்றும் கட்டுப்பாட்டு மையம் நகர் மற்றும் கிராம புற திட்டமிடல் இயக்குனரகம் ஆகிய அலுவலகங்கள் மற்றும் எட்டாம் தளத்தில் மின் தூக்கி அறை ஆகியவை அமைக்கப்பட்டுள்ளன. [50, 1885, 330, 2048]
article-paragraph: மூன்றாம் தளத்தில் மாவட்ட ஆட்சியர் அறை, மாவட்ட வருவாய் அலுவலகம், வருவாய் பிரிவு, கலந்தாய்வு அரங்கம், ஒளித்தோற்ற அரங்கம், நான்காம் தளத்தில் பதிவுத்துறை, புவியியல் மற்றும் சுரங்கத்துறை, சிறு, குறு மற்றும் நடுத்தர தொழில் நிறுவனங்கள் துறை, கூட்டுறவுத்துறை, நில அளவை மற்றும் நில பதிவேட்டுத்துறை அலுவலகங்கள் மற்றும் வங்கி; [50, 1509, 330, 1635]
right-photo-block [777, 115, 1508, 531]
column-divider [632, 811, 633, 2345]
